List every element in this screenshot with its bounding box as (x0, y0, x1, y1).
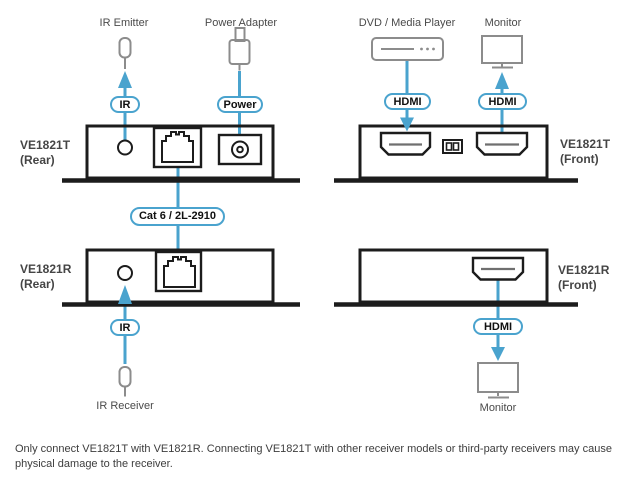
power-adapter-icon (230, 40, 250, 64)
device-label-t-rear (20, 138, 70, 167)
arrow-up-monitor-top (495, 72, 509, 89)
monitor-top-label: Monitor (484, 17, 522, 29)
device-model: VE1821T (560, 137, 611, 151)
tag-cat6: Cat 6 / 2L-2910 (130, 207, 225, 226)
device-label-t-front (560, 137, 610, 166)
power-jack-pin (237, 147, 243, 153)
tag-hdmi-out-bottom: HDMI (473, 318, 523, 335)
monitor-top-icon (482, 36, 522, 63)
dvd-player-dot-1 (420, 48, 423, 51)
arrow-up-ir-emitter (118, 71, 132, 88)
r-rear-ir-port (118, 266, 132, 280)
warning-note: Only connect VE1821T with VE1821R. Connecting VE1821T with other receiver models or third-party receivers may cause physical damage to the receiver. (15, 443, 612, 470)
device-model: VE1821T (20, 138, 71, 152)
device-label-r-rear (20, 262, 71, 291)
tag-ir-bottom: IR (110, 319, 140, 336)
device-view: (Front) (560, 151, 599, 166)
device-view: (Rear) (20, 276, 55, 291)
ir-emitter-icon (120, 38, 131, 58)
tag-hdmi-out-top: HDMI (478, 93, 527, 110)
r-rear-rj45-jack (164, 257, 195, 287)
dvd-player-dot-3 (432, 48, 435, 51)
tag-power: Power (217, 96, 263, 113)
device-view: (Rear) (20, 152, 55, 167)
t-rear-rj45-jack (162, 132, 193, 162)
arrow-down-monitor-bottom (491, 347, 505, 361)
dvd-player-label: DVD / Media Player (358, 17, 456, 29)
t-rear-ir-port (118, 141, 132, 155)
device-model: VE1821R (558, 263, 610, 277)
monitor-bottom-label: Monitor (479, 402, 517, 414)
dvd-player-dot-2 (426, 48, 429, 51)
device-label-r-front (558, 263, 609, 292)
device-view: (Front) (558, 277, 597, 292)
ir-receiver-icon (120, 367, 131, 387)
monitor-bottom-icon (478, 363, 518, 392)
ir-emitter-label: IR Emitter (99, 17, 149, 29)
tag-ir-top: IR (110, 96, 140, 113)
ir-receiver-label: IR Receiver (96, 400, 154, 412)
device-model: VE1821R (20, 262, 72, 276)
tag-hdmi-in: HDMI (384, 93, 431, 110)
power-adapter-label: Power Adapter (204, 17, 278, 29)
